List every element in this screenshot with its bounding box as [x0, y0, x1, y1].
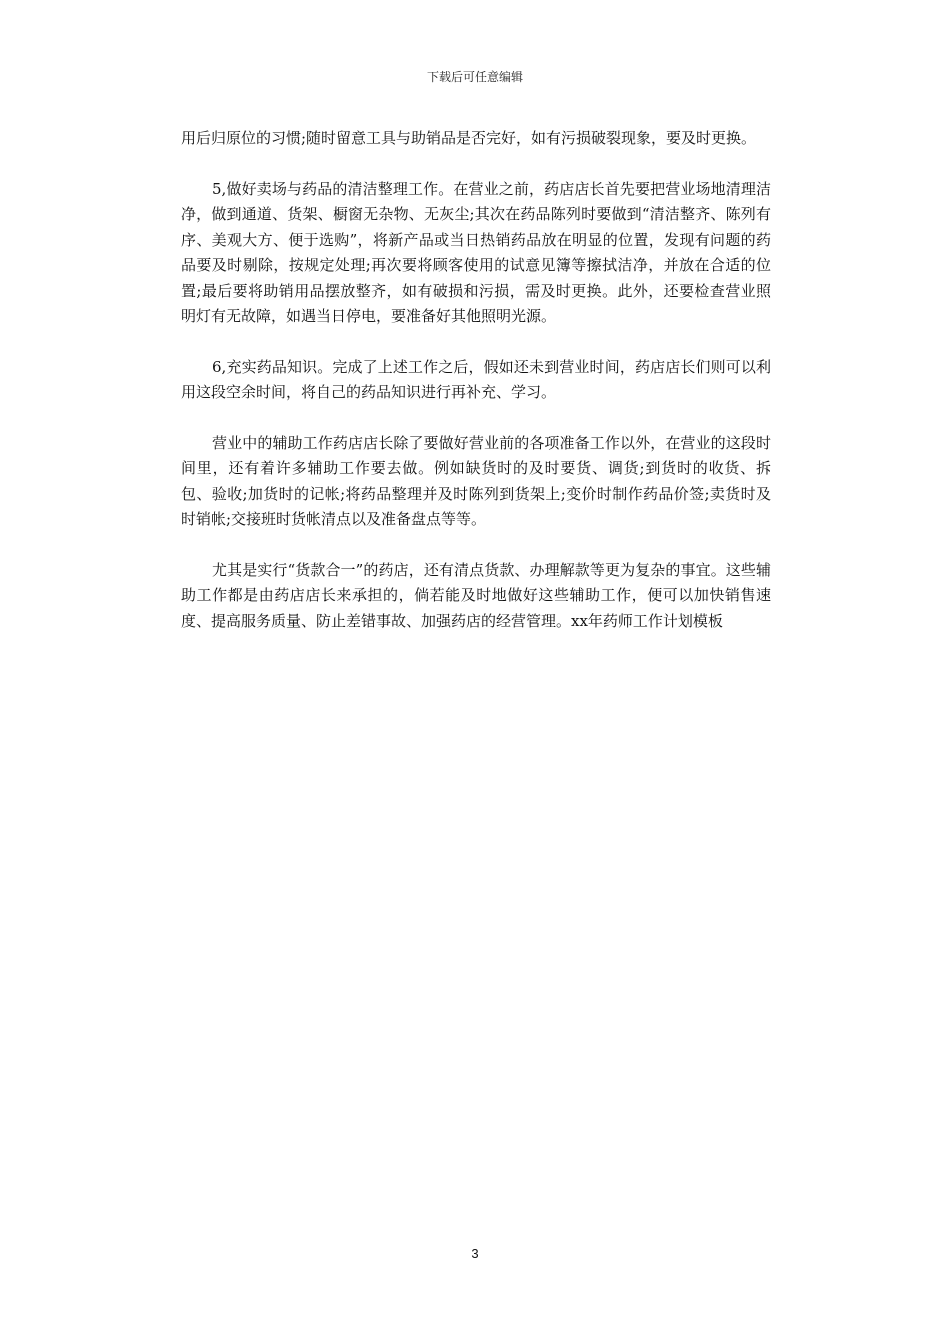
paragraph-3: 6,充实药品知识。完成了上述工作之后，假如还未到营业时间，药店店长们则可以利用这段空余时间，将自己的药品知识进行再补充、学习。 [181, 357, 771, 401]
page-number: 3 [471, 1246, 479, 1261]
page-header: 下载后可任意编辑 [426, 70, 523, 84]
document-body [181, 126, 771, 659]
paragraph-1: 用后归原位的习惯;随时留意工具与助销品是否完好，如有污损破裂现象，要及时更换。 [181, 129, 757, 147]
paragraph-5: 尤其是实行“货款合一”的药店，还有清点货款、办理解款等更为复杂的事宜。这些辅助工作都是由药店店长来承担的，倘若能及时地做好这些辅助工作，便可以加快销售速度、提高服务质量、防止差错事故、加强药店的经营管理。xx年药师工作计划模板 [181, 560, 771, 630]
paragraph-4: 营业中的辅助工作药店店长除了要做好营业前的各项准备工作以外，在营业的这段时间里，还有着许多辅助工作要去做。例如缺货时的及时要货、调货;到货时的收货、拆包、验收;加货时的记帐;将药品整理并及时陈列到货架上;变价时制作药品价签;卖货时及时销帐;交接班时货帐清点以及准备盘点等等。 [181, 433, 771, 528]
paragraph-2: 5,做好卖场与药品的清洁整理工作。在营业之前，药店店长首先要把营业场地清理洁净，做到通道、货架、橱窗无杂物、无灰尘;其次在药品陈列时要做到“清洁整齐、陈列有序、美观大方、便于选购”，将新产品或当日热销药品放在明显的位置，发现有问题的药品要及时剔除，按规定处理;再次要将顾客使用的试意见簿等擦拭洁净，并放在合适的位置;最后要将助销用品摆放整齐，如有破损和污损，需及时更换。此外，还要检查营业照明灯有无故障，如遇当日停电，要准备好其他照明光源。 [181, 179, 771, 325]
